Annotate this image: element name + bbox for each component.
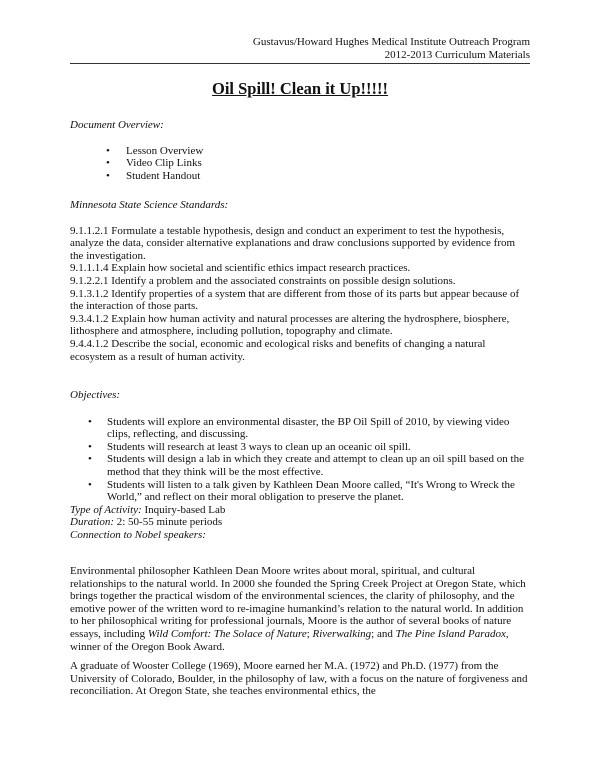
bio-text: Environmental philosopher Kathleen Dean Moore writes about moral, spiritual, and cultural relationships to the natural world. In 2000 she founded the Spring Creek Project at Oregon State, which brings together the practical wisdom of the environmental sciences, the clarity of philosophy, and the emotive power of the written word to re-imagine humankind’s relation to the natural world. In addition to her philosophical writing for professional journals, Moore is the author of several books of nature essays, including — [70, 565, 526, 640]
objectives-heading: Objectives: — [70, 389, 121, 401]
objectives-list — [70, 416, 530, 504]
standard-item: 9.4.4.1.2 Describe the social, economic and ecological risks and benefits of changing a natural ecosystem as a result of human activity. — [70, 337, 486, 363]
bio-paragraph-1 — [70, 565, 530, 653]
header-curriculum: 2012-2013 Curriculum Materials — [384, 48, 530, 61]
book-title: Riverwalking — [312, 627, 372, 640]
list-item: • Students will explore an environmental disaster, the BP Oil Spill of 2010, by viewing video clips, reflecting, and discussing. — [70, 416, 530, 441]
activity-label: Type of Activity: — [70, 503, 142, 516]
connection-heading: Connection to Nobel speakers: — [70, 528, 206, 541]
standard-item: 9.1.1.2.1 Formulate a testable hypothesis, design and conduct an experiment to test the hypothesis, analyze the data, consider alternative explanations and draw conclusions supported by evidence from the investigation. — [70, 224, 516, 262]
duration-label: Duration: — [70, 516, 114, 529]
overview-section — [70, 119, 530, 182]
bio-paragraph-2: A graduate of Wooster College (1969), Moore earned her M.A. (1972) and Ph.D. (1977) from the University of Colorado, Boulder, in the philosophy of law, with a focus on the nature of forgiveness and reconciliation. At Oregon State, she teaches environmental ethics, the — [70, 660, 528, 698]
header-divider — [70, 63, 530, 64]
list-item: • Students will research at least 3 ways to clean up an oceanic oil spill. — [70, 441, 530, 454]
duration — [70, 516, 530, 529]
standards-heading: Minnesota State Science Standards: — [70, 199, 229, 211]
book-title: The Pine Island Paradox — [395, 627, 506, 640]
header-program: Gustavus/Howard Hughes Medical Institute Outreach Program — [252, 36, 530, 48]
standard-item: 9.1.2.2.1 Identify a problem and the associated constraints on possible design solutions. — [70, 274, 456, 287]
overview-list — [70, 145, 530, 183]
page-title: Oil Spill! Clean it Up!!!!! — [212, 79, 388, 98]
page-header — [253, 36, 530, 61]
standard-item: 9.1.1.1.4 Explain how societal and scientific ethics impact research practices. — [70, 262, 411, 275]
activity-value: Inquiry-based Lab — [141, 503, 226, 516]
standards-list — [70, 225, 530, 364]
bio-text: ; and — [371, 627, 396, 640]
list-item: • Student Handout — [70, 170, 530, 183]
list-item: • Lesson Overview — [70, 145, 530, 158]
overview-heading: Document Overview: — [70, 119, 164, 131]
duration-value: 2: 50-55 minute periods — [114, 516, 223, 529]
speaker-bio — [70, 565, 530, 698]
standard-item: 9.1.3.1.2 Identify properties of a system that are different from those of its parts but appear because of the interaction of those parts. — [70, 287, 520, 313]
list-item: • Students will listen to a talk given by Kathleen Dean Moore called, “It's Wrong to Wreck the World,” and reflect on their moral obligation to preserve the planet. — [70, 479, 530, 504]
bio-text: , winner of the Oregon Book Award. — [70, 627, 509, 653]
activity-type — [70, 504, 530, 517]
list-item: • Students will design a lab in which they create and attempt to clean up an oil spill based on the method that they think will be the most effective. — [70, 453, 530, 478]
list-item: • Video Clip Links — [70, 157, 530, 170]
standards-section — [70, 199, 530, 363]
bio-text: ; — [306, 627, 313, 640]
objectives-section — [70, 389, 530, 542]
book-title: Wild Comfort: The Solace of Nature — [147, 627, 307, 640]
standard-item: 9.3.4.1.2 Explain how human activity and natural processes are altering the hydrosphere, biosphere, lithosphere and atmosphere, including pollution, topography and climate. — [70, 312, 510, 338]
